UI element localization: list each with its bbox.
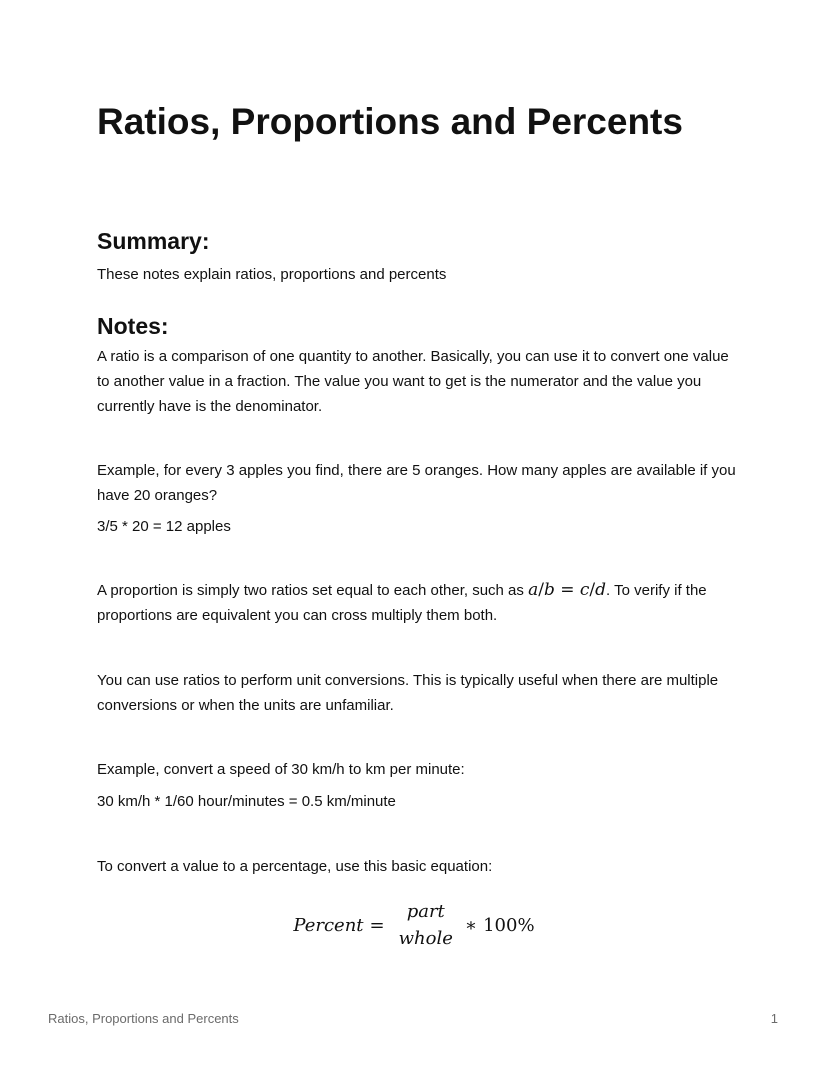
formula-fraction (395, 902, 457, 949)
percent-formula (97, 902, 731, 949)
math-a: a (528, 580, 539, 600)
percent-paragraph: To convert a value to a percentage, use this basic equation: (97, 858, 493, 875)
proportion-text-before: A proportion is simply two ratios set equal to each other, such as (97, 582, 529, 599)
notes-heading: Notes: (97, 313, 169, 339)
math-slash-1: / (538, 580, 544, 600)
math-b: b (543, 580, 555, 600)
math-slash-2: / (589, 580, 596, 600)
ratio-paragraph: A ratio is a comparison of one quantity to another. Basically, you can use it to convert one value to another value in a fraction. The value you want to get is the numerator and the value you currently have is the denominator. (97, 348, 729, 415)
formula-times: ∗ (464, 915, 478, 936)
document-content (97, 96, 737, 949)
summary-heading: Summary: (97, 228, 210, 254)
example2-question: Example, convert a speed of 30 km/h to km per minute: (97, 761, 465, 778)
math-c: c (579, 580, 590, 600)
formula-lhs: Percent (293, 915, 364, 936)
units-paragraph: You can use ratios to perform unit conversions. This is typically useful when there are multiple conversions or when the units are unfamiliar. (97, 672, 719, 714)
example1-question: Example, for every 3 apples you find, there are 5 oranges. How many apples are available if you have 20 oranges? (97, 462, 736, 504)
example1-answer: 3/5 * 20 = 12 apples (97, 518, 231, 535)
proportion-math (528, 580, 606, 600)
document-title: Ratios, Proportions and Percents (97, 101, 683, 142)
formula-numerator: part (406, 901, 445, 922)
footer-document-title: Ratios, Proportions and Percents (48, 1011, 239, 1026)
summary-text: These notes explain ratios, proportions and percents (97, 266, 447, 283)
math-equals: = (554, 580, 580, 600)
proportion-text-after: . To verify if the proportions are equivalent you can cross multiply them both. (97, 582, 707, 624)
formula-denominator: whole (398, 928, 453, 949)
example2-answer: 30 km/h * 1/60 hour/minutes = 0.5 km/minute (97, 793, 396, 810)
proportion-paragraph (97, 578, 737, 628)
math-d: d (595, 580, 607, 600)
formula-equals: = (369, 915, 385, 936)
footer-page-number: 1 (770, 1011, 778, 1026)
formula-rhs: 100% (483, 915, 535, 936)
